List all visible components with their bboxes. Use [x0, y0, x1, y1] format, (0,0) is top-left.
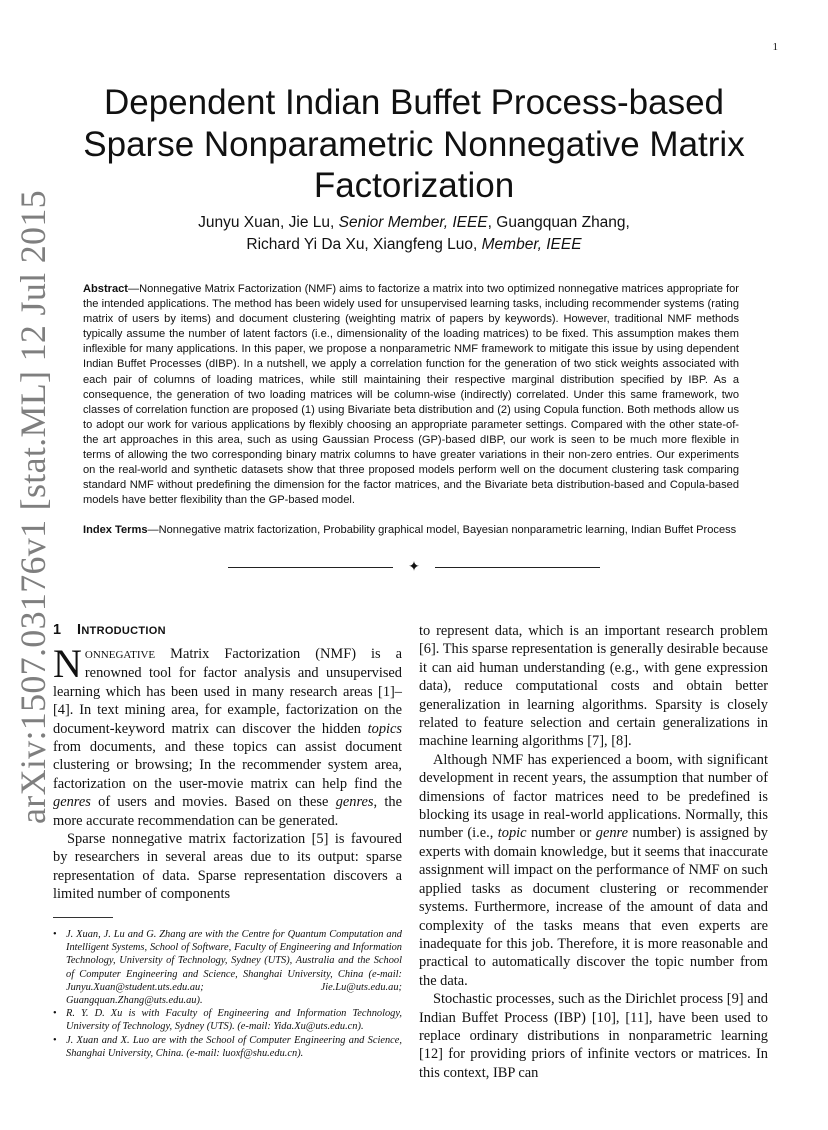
author-role: Member, IEEE: [481, 236, 582, 253]
index-terms-label: Index Terms: [83, 524, 148, 536]
abstract-label: Abstract: [83, 283, 129, 295]
footnote-item: [53, 1007, 402, 1033]
body-paragraph: Stochastic processes, such as the Dirichlet process [9] and Indian Buffet Process (IBP) [10], [11], have been used to replace ordinary distributions in nonparametric learning [12] for providing priors of infinite vectors or matrices. In this context, IBP can: [419, 991, 768, 1081]
paragraph-text: Matrix Factorization (NMF) is a renowned tool for factor analysis and unsupervised learning which has been used in many research areas [1]–[4]. In text mining area, for example, factorization on the document-keyword matrix can discover the hidden: [53, 646, 402, 737]
author-role: Senior Member, IEEE: [338, 214, 488, 231]
emphasis: topics: [367, 720, 402, 737]
section-number: 1: [53, 622, 62, 638]
author-names: , Guangquan Zhang,: [487, 214, 630, 231]
arxiv-identifier-stamp: arXiv:1507.03176v1 [stat.ML] 12 Jul 2015: [13, 190, 53, 824]
right-column: [419, 622, 768, 1082]
index-terms-text: —Nonnegative matrix factorization, Probability graphical model, Bayesian nonparametric learning, Indian Buffet Process: [147, 524, 737, 536]
footnote-item: [53, 1034, 402, 1060]
index-terms: [83, 523, 739, 538]
footnote-text: J. Xuan, J. Lu and G. Zhang are with the Centre for Quantum Computation and Intelligent Systems, School of Software, Faculty of Engineering and Information Technology, University of Technology, Sydney (UTS), Australia and the School of Computer Engineering and Science, Shanghai University, China (e-mail: Junyu.Xuan@student.uts.edu.au; Jie.Lu@uts.edu.au; Guangquan.Zhang@uts.edu.au).: [66, 929, 402, 1007]
separator-rule-right: [435, 567, 600, 568]
emphasis: genres: [335, 794, 374, 811]
bullet-icon: •: [53, 1034, 57, 1046]
bullet-icon: •: [53, 929, 57, 940]
paragraph-text: of users and movies. Based on these: [90, 794, 336, 811]
title-line: Dependent Indian Buffet Process-based: [103, 83, 725, 122]
section-heading: [53, 620, 402, 641]
paragraph-text: , the more accurate recommendation can be generated.: [53, 794, 403, 829]
body-paragraph: [53, 641, 403, 830]
paragraph-text: from documents, and these topics can assist document clustering or browsing; In the recommender system area, factorization on the user-movie matrix can help find the: [53, 739, 402, 792]
separator-ornament-icon: ✦: [408, 560, 420, 575]
section-title-initial: I: [77, 622, 82, 638]
section-title-rest: NTRODUCTION: [81, 625, 166, 637]
author-line: [60, 234, 768, 256]
footnote-text: R. Y. D. Xu is with Faculty of Engineering and Information Technology, University of Technology, Sydney (UTS). (e-mail: Yida.Xu@uts.edu.cn).: [66, 1008, 402, 1033]
page-number: 1: [772, 41, 778, 53]
footnote-item: [53, 928, 402, 1007]
body-paragraph: [419, 751, 768, 990]
footnote-text: J. Xuan and X. Luo are with the School of Computer Engineering and Science, Shanghai University, China. (e-mail: luoxf@shu.edu.cn).: [66, 1034, 402, 1059]
footnotes: [53, 928, 402, 1060]
author-line: [60, 212, 768, 234]
paper-title: [40, 82, 788, 207]
emphasis: genres: [53, 794, 91, 811]
body-paragraph: Sparse nonnegative matrix factorization [5] is favoured by researchers in several areas due to its output: sparse representation of data. Sparse representation discovers a limited number of components: [53, 831, 402, 903]
abstract: [83, 282, 739, 508]
footnote-rule: [53, 917, 113, 918]
author-names: Richard Yi Da Xu, Xiangfeng Luo,: [246, 236, 482, 253]
author-names: Junyu Xuan, Jie Lu,: [198, 214, 339, 231]
paragraph-text: number) is assigned by experts with domain knowledge, but it seems that inaccurate assignment will impact on the performance of NMF on such applied tasks as document clustering or recommender systems. Furthermore, increase of the amount of data and complexity of the tasks means that even experts are inadequate for this job. Therefore, it is more reasonable and practical to automatically discover the topic number from the data.: [419, 825, 768, 989]
drop-cap: N: [53, 641, 82, 686]
section-separator: [228, 560, 600, 576]
small-caps-text: ONNEGATIVE: [84, 649, 156, 661]
separator-rule-left: [228, 567, 393, 568]
paragraph-text: Although NMF has experienced a boom, with significant development in recent years, the assumption that number of dimensions of factor matrices need to be predefined is blocking its usage in real-world applications. Normally, this number (i.e.,: [419, 751, 768, 842]
title-line: Sparse Nonparametric Nonnegative Matrix: [83, 124, 745, 164]
emphasis: topic: [497, 825, 527, 842]
title-line: Factorization: [313, 166, 515, 205]
paragraph-text: number or: [526, 825, 596, 842]
bullet-icon: •: [53, 1008, 57, 1020]
author-list: [60, 212, 768, 256]
emphasis: genre: [595, 825, 629, 842]
abstract-text: —Nonnegative Matrix Factorization (NMF) aims to factorize a matrix into two optimized nonnegative matrices appropriate for the intended applications. The method has been widely used for unsupervised learning tasks, including recommender systems (rating matrix of users by items) and document clustering (weighting matrix of papers by keywords). However, traditional NMF methods typically assume the number of latent factors (i.e., dimensionality of the loading matrices) to be fixed. This assumption makes them inflexible for many applications. In this paper, we propose a nonparametric NMF framework to mitigate this issue by using dependent Indian Buffet Processes (dIBP). In a nutshell, we apply a correlation function for the generation of two stick weights associated with each pair of columns of loading matrices, while still maintaining their respective marginal distribution specified by IBP. As a consequence, the generation of two loading matrices will be column-wise (indirectly) correlated. Under this same framework, two classes of correlation function are proposed (1) using Bivariate beta distribution and (2) using Copula function. Both methods allow us to adopt our work for various applications by flexibly choosing an appropriate parameter settings. Compared with the other state-of-the art approaches in this area, such as using Gaussian Process (GP)-based dIBP, our work is seen to be much more flexible in terms of allowing the two corresponding binary matrix columns to have greater variations in their non-zero entries. Our experiments on the real-world and synthetic datasets show that three proposed models perform well on the document clustering task comparing standard NMF without predefining the dimension for the factor matrices, and the Bivariate beta distribution-based and Copula-based models have better flexibility than the GP-based model.: [83, 283, 739, 507]
left-column: [53, 620, 402, 904]
body-paragraph: to represent data, which is an important research problem [6]. This sparse representation is generally desirable because it can aid human understanding (e.g., with gene expression data), reduce computational costs and obtain better generalization in learning algorithms. Sparsity is closely related to feature selection and certain generalizations in machine learning algorithms [7], [8].: [419, 623, 768, 750]
